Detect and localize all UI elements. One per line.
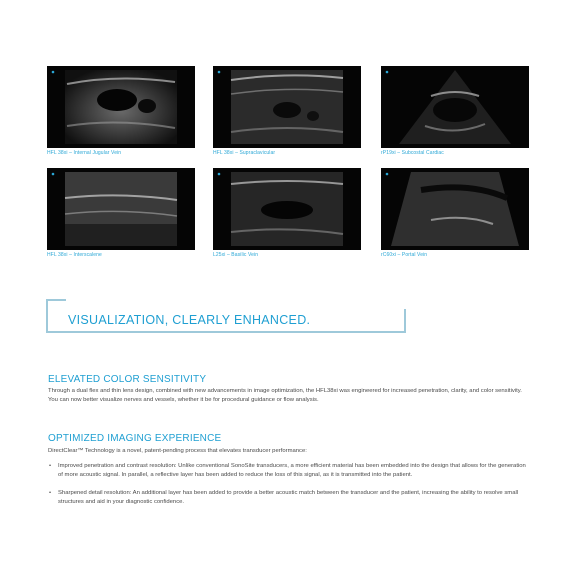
- image-caption: HFL 38xi – Interscalene: [47, 252, 102, 258]
- banner-border-bottom: [46, 331, 406, 333]
- ultrasound-image-subcostal-cardiac: [381, 66, 529, 148]
- bullet-glyph: •: [49, 489, 52, 496]
- bullet-item: [48, 462, 530, 481]
- bullet-item: [48, 489, 530, 508]
- bullet-text: Sharpened detail resolution: An additional layer has been added to provide a better acoustic match between the transducer and the patient, increasing the ability to resolve small structures and aid in your diagnostic confidence.: [58, 489, 519, 506]
- image-tile-subcostal-cardiac: [381, 66, 529, 156]
- image-caption: HFL 38xi – Internal Jugular Vein: [47, 150, 122, 156]
- ultrasound-image-basilic-vein: [213, 168, 361, 250]
- banner-border-right: [404, 309, 406, 333]
- section-heading-imaging-experience: OPTIMIZED IMAGING EXPERIENCE: [48, 433, 222, 444]
- image-caption: L25xi – Basilic Vein: [213, 252, 259, 258]
- ultrasound-image-grid: [47, 66, 529, 266]
- visualization-banner: [46, 299, 406, 333]
- image-tile-internal-jugular: [47, 66, 195, 156]
- ultrasound-image-supraclavicular: [213, 66, 361, 148]
- banner-border-left: [46, 299, 48, 333]
- ultrasound-image-interscalene: [47, 168, 195, 250]
- section-intro-imaging-experience: DirectClear™ Technology is a novel, patent-pending process that elevates transducer performance:: [48, 448, 307, 454]
- feature-bullet-list: [48, 462, 530, 516]
- banner-title: VISUALIZATION, CLEARLY ENHANCED.: [68, 313, 311, 327]
- ultrasound-image-portal-vein: [381, 168, 529, 250]
- image-tile-portal-vein: [381, 168, 529, 258]
- bullet-glyph: •: [49, 463, 52, 469]
- image-caption: rC60xi – Portal Vein: [381, 252, 428, 258]
- image-tile-supraclavicular: [213, 66, 361, 156]
- image-caption: rP19xi – Subcostal Cardiac: [381, 150, 444, 156]
- image-tile-basilic-vein: [213, 168, 361, 258]
- banner-border-top: [46, 299, 66, 301]
- image-caption: HFL 38xi – Supraclavicular: [213, 150, 276, 156]
- image-tile-interscalene: [47, 168, 195, 258]
- bullet-text: Improved penetration and contrast resolution: Unlike conventional SonoSite transducers, a more efficient material has been embedded into the design that allows for the generation of more acoustic signal. In parallel, a reflective layer has been added to reduce the loss of this signal, as it is transmitted into the patient.: [58, 463, 526, 479]
- ultrasound-image-internal-jugular: [47, 66, 195, 148]
- section-heading-color-sensitivity: ELEVATED COLOR SENSITIVITY: [48, 374, 207, 385]
- section-body-color-sensitivity: Through a dual flex and thin lens design, combined with new advancements in image optimization, the HFL38xi was engineered for increased penetration, clarity, and color sensitivity. You can now better visualize nerves and vessels, whether it be for procedural guidance or flow analysis.: [48, 388, 522, 404]
